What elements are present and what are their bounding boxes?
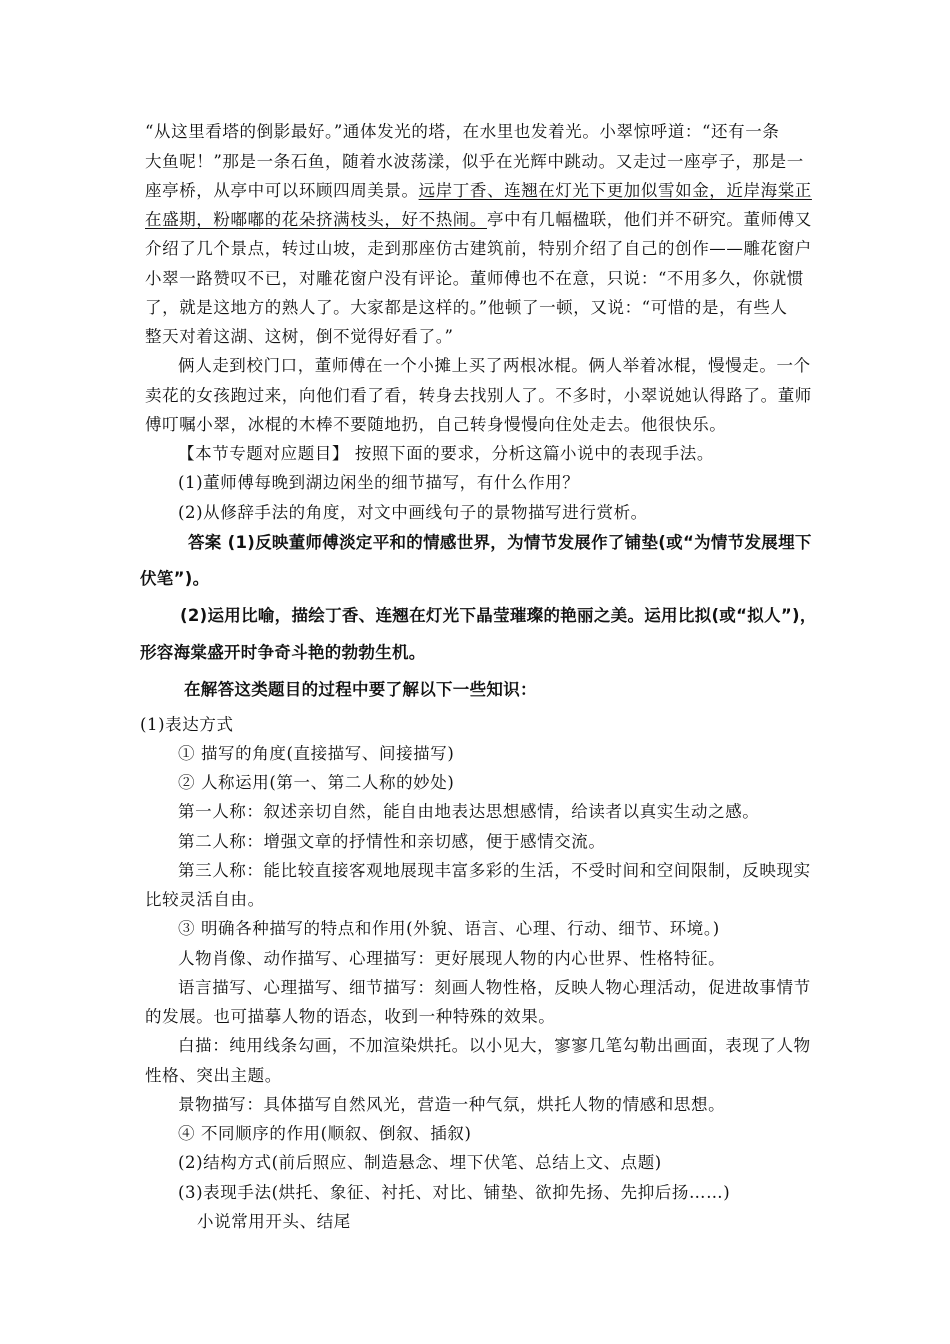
answer-1-line: 伏笔”)。	[140, 569, 210, 588]
story-line: “从这里看塔的倒影最好。”通体发光的塔，在水里也发着光。小翠惊呼道：“还有一条	[145, 122, 780, 141]
story-line: 大鱼呢！”那是一条石鱼，随着水波荡漾，似乎在光辉中跳动。又走过一座亭子，那是一	[145, 152, 804, 171]
story-line: 俩人走到校门口，董师傅在一个小摊上买了两根冰棍。俩人举着冰棍，慢慢走。一个	[178, 356, 811, 375]
story-line	[145, 180, 815, 202]
knowledge-text: 景物描写：具体描写自然风光，营造一种气氛，烘托人物的情感和思想。	[178, 1095, 726, 1114]
knowledge-item: ④ 不同顺序的作用(顺叙、倒叙、插叙)	[178, 1124, 472, 1143]
story-line: 卖花的女孩跑过来，向他们看了看，转身去找别人了。不多时，小翠说她认得路了。董师	[145, 386, 812, 405]
story-line: 傅叮嘱小翠，冰棍的木棒不要随地扔，自己转身慢慢向住处走去。他很快乐。	[145, 415, 727, 434]
section-heading: (3)表现手法(烘托、象征、衬托、对比、铺垫、欲抑先扬、先抑后扬……)	[178, 1183, 731, 1202]
knowledge-text: 人物肖像、动作描写、心理描写：更好展现人物的内心世界、性格特征。	[178, 949, 726, 968]
knowledge-text: 的发展。也可描摹人物的语态，收到一种特殊的效果。	[145, 1007, 556, 1026]
story-line: 小翠一路赞叹不已，对雕花窗户没有评论。董师傅也不在意，只说：“不用多久，你就惯	[145, 269, 804, 288]
knowledge-text: 小说常用开头、结尾	[197, 1212, 351, 1231]
answer-2-line: 形容海棠盛开时争奇斗艳的勃勃生机。	[140, 643, 426, 662]
knowledge-text: 第三人称：能比较直接客观地展现丰富多彩的生活，不受时间和空间限制，反映现实	[178, 861, 811, 880]
knowledge-item: ③ 明确各种描写的特点和作用(外貌、语言、心理、行动、细节、环境。)	[178, 919, 720, 938]
knowledge-intro: 在解答这类题目的过程中要了解以下一些知识：	[184, 680, 537, 699]
knowledge-item: ② 人称运用(第一、第二人称的妙处)	[178, 773, 455, 792]
knowledge-text: 白描：纯用线条勾画，不加渲染烘托。以小见大，寥寥几笔勾勒出画面，表现了人物	[178, 1036, 811, 1055]
underlined-scenery-sentence: 远岸丁香、连翘在灯光下更加似雪如金，近岸海棠正	[418, 181, 812, 200]
knowledge-text: 性格、突出主题。	[145, 1066, 282, 1085]
answer-2-line: (2)运用比喻，描绘丁香、连翘在灯光下晶莹璀璨的艳丽之美。运用比拟(或“拟人”)，	[180, 606, 817, 625]
knowledge-text: 比较灵活自由。	[145, 890, 265, 909]
question-1: (1)董师傅每晚到湖边闲坐的细节描写，有什么作用？	[178, 473, 580, 492]
story-line: 整天对着这湖、这树，倒不觉得好看了。”	[145, 327, 454, 346]
answer-1-line: 答案 (1)反映董师傅淡定平和的情感世界，为情节发展作了铺垫(或“为情节发展埋下	[188, 533, 812, 552]
story-line	[145, 209, 815, 231]
question-2: (2)从修辞手法的角度，对文中画线句子的景物描写进行赏析。	[178, 503, 648, 522]
knowledge-text: 第二人称：增强文章的抒情性和亲切感，便于感情交流。	[178, 832, 606, 851]
knowledge-text: 第一人称：叙述亲切自然，能自由地表达思想感情，给读者以真实生动之感。	[178, 802, 760, 821]
story-text: 座亭桥，从亭中可以环顾四周美景。	[145, 181, 419, 200]
knowledge-item: ① 描写的角度(直接描写、间接描写)	[178, 744, 455, 763]
story-line: 介绍了几个景点，转过山坡，走到那座仿古建筑前，特别介绍了自己的创作——雕花窗户	[145, 239, 812, 258]
story-line: 了，就是这地方的熟人了。大家都是这样的。”他顿了一顿，又说：“可惜的是，有些人	[145, 298, 788, 317]
section-heading: (2)结构方式(前后照应、制造悬念、埋下伏笔、总结上文、点题)	[178, 1153, 662, 1172]
knowledge-text: 语言描写、心理描写、细节描写：刻画人物性格，反映人物心理活动，促进故事情节	[178, 978, 811, 997]
section-heading: (1)表达方式	[140, 715, 234, 734]
underlined-scenery-sentence: 在盛期，粉嘟嘟的花朵挤满枝头，好不热闹。	[145, 210, 487, 229]
question-heading: 【本节专题对应题目】 按照下面的要求，分析这篇小说中的表现手法。	[178, 444, 714, 463]
story-text: 亭中有几幅楹联，他们并不研究。董师傅又	[487, 210, 812, 229]
